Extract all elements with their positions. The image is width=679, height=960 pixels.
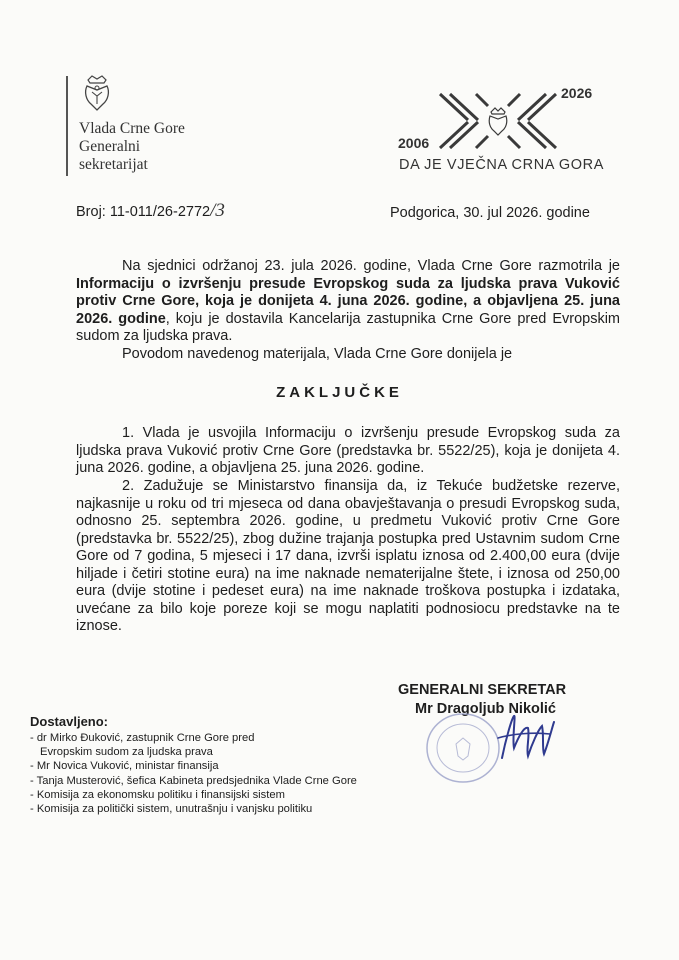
intro-paragraph bbox=[76, 258, 620, 346]
signatory-title: GENERALNI SEKRETAR bbox=[398, 682, 567, 698]
document-heading: ZAKLJUČKE bbox=[276, 384, 403, 401]
logo-year-end: 2026 bbox=[561, 85, 593, 101]
handwritten-suffix: /3 bbox=[210, 200, 225, 221]
conclusion-2: 2. Zadužuje se Ministarstvo finansija da, iz Tekuće budžetske rezerve, najkasnije u roku od tri mjeseca od dana obavještavanja o presudi Evropskog suda, odnosno 25. septembra 2026. godine, u predmetu Vuković protiv Crne Gore (predstavka br. 5522/25), zbog dužine trajanja postupka pred Ustavnim sudom Crne Gore od 7 godina, 5 mjeseci i 17 dana, izvrši isplatu iznosa od 2.400,00 eura (dvije hiljade i četiri stotine eura) na ime naknade nematerijalne štete, i iznosa od 250,00 eura (dvije stotine i pedeset eura) na ime naknade troškova postupka i izdataka, uvećane za bilo koje poreze koji se mogu naplatiti podnosiocu predstavke na te iznose. bbox=[76, 478, 620, 634]
list-item: - dr Mirko Đuković, zastupnik Crne Gore pred bbox=[30, 732, 255, 744]
conclusion-1: 1. Vlada je usvojila Informaciju o izvršenju presude Evropskog suda za ljudska prava Vuković protiv Crne Gore (predstavka br. 5522/25), koja je donijeta 4. juna 2026. godine, a objavljena 25. juna 2026. godine. bbox=[76, 425, 620, 476]
header-divider-line bbox=[66, 76, 68, 176]
intro-second-paragraph: Povodom navedenog materijala, Vlada Crne Gore donijela je bbox=[122, 346, 513, 362]
org-line: sekretarijat bbox=[79, 156, 148, 173]
list-item: Evropskim sudom za ljudska prava bbox=[40, 746, 213, 759]
intro-text-end: , koju je dostavila Kancelarija zastupnika Crne Gore pred Evropskim sudom za ljudska prava. bbox=[76, 310, 620, 344]
org-line: Vlada Crne Gore bbox=[79, 120, 185, 137]
intro-text: Na sjednici održanoj 23. jula 2026. godine, Vlada Crne Gore razmotrila je bbox=[122, 258, 620, 274]
handwritten-signature-icon bbox=[492, 708, 558, 768]
list-item: - Tanja Musterović, šefica Kabineta predsjednika Vlade Crne Gore bbox=[30, 774, 357, 787]
list-item: - Mr Novica Vuković, ministar finansija bbox=[30, 760, 219, 773]
reference-number bbox=[76, 200, 225, 222]
distribution-title: Dostavljeno: bbox=[30, 714, 109, 729]
list-item: - Komisija za ekonomsku politiku i finansijski sistem bbox=[30, 788, 285, 801]
signatory-name: Mr Dragoljub Nikolić bbox=[415, 701, 556, 717]
reference-label: Broj: 11-011/26-2772 bbox=[76, 204, 211, 220]
government-name bbox=[79, 120, 185, 174]
intro-bold-text: Informaciju o izvršenju presude Evropskog suda za ljudska prava Vuković protiv Crne Gore, koja je donijeta 4. juna 2026. godine, a objavljena 25. juna 2026. godine bbox=[76, 275, 620, 327]
org-line: Generalni bbox=[79, 138, 141, 155]
coat-of-arms-icon bbox=[80, 74, 114, 114]
place-date: Podgorica, 30. jul 2026. godine bbox=[390, 205, 590, 221]
list-item: - Komisija za politički sistem, unutrašnju i vanjsku politiku bbox=[30, 803, 313, 816]
logo-motto: DA JE VJEČNA CRNA GORA bbox=[399, 157, 604, 173]
logo-year-start: 2006 bbox=[398, 135, 430, 151]
distribution-list bbox=[30, 731, 357, 816]
